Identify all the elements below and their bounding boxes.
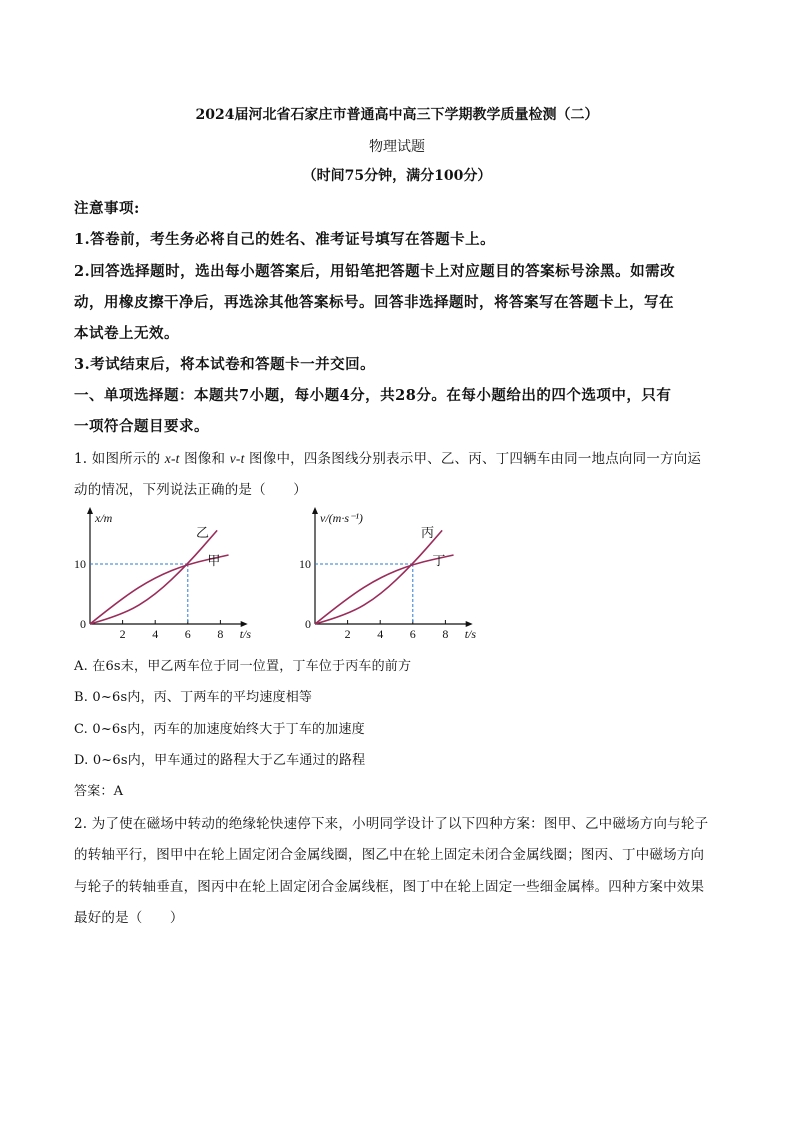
- series-label: 甲: [207, 553, 221, 569]
- x-axis-label: t/s: [464, 627, 477, 641]
- q2-stem-line-2: 的转轴平行，图甲中在轮上固定闭合金属线圈，图乙中在轮上固定未闭合金属线圈；图丙、丁中磁场方向: [74, 847, 705, 863]
- x-tick-label: 8: [217, 627, 224, 641]
- q2-stem-line-4: 最好的是（ ）: [74, 910, 184, 926]
- q2-stem-line-1: 2. 为了使在磁场中转动的绝缘轮快速停下来，小明同学设计了以下四种方案：图甲、乙中磁场方向与轮子: [74, 816, 709, 832]
- series-label: 丁: [432, 553, 446, 569]
- x-tick-label: 2: [344, 627, 351, 641]
- notes-item-2-line-2: 动，用橡皮擦干净后，再选涂其他答案标号。回答非选择题时，将答案写在答题卡上，写在: [74, 294, 674, 311]
- y-axis-label: v/(m·s⁻¹): [320, 511, 363, 525]
- y-tick-label: 10: [74, 557, 86, 571]
- series-line-1: [90, 530, 217, 624]
- time-info: （时间75分钟，满分100分）: [302, 168, 492, 184]
- y-axis-arrow: [312, 507, 318, 514]
- q1-vt-label: v-t: [229, 451, 245, 466]
- section-1-line-2: 一项符合题目要求。: [74, 418, 209, 435]
- q1-mid: 图像和: [179, 451, 230, 467]
- notes-item-1: 1.答卷前，考生务必将自己的姓名、准考证号填写在答题卡上。: [74, 231, 496, 248]
- notes-item-2-line-1: 2.回答选择题时，选出每小题答案后，用铅笔把答题卡上对应题目的答案标号涂黑。如需改: [74, 263, 676, 280]
- q1-xt-label: x-t: [164, 451, 180, 466]
- notes-item-3: 3.考试结束后，将本试卷和答题卡一并交回。: [74, 356, 376, 373]
- series-label: 乙: [195, 525, 209, 540]
- y-axis-label: x/m: [95, 511, 113, 525]
- q1-option-c: C. 0~6s内，丙车的加速度始终大于丁车的加速度: [74, 722, 365, 737]
- q1-prefix: 1. 如图所示的: [74, 451, 165, 467]
- x-tick-label: 8: [442, 627, 449, 641]
- xt-graph: [70, 505, 270, 645]
- subject-title: 物理试题: [369, 139, 425, 155]
- exam-title: 2024届河北省石家庄市普通高中高三下学期教学质量检测（二）: [195, 107, 599, 123]
- x-tick-label: 4: [377, 627, 384, 641]
- series-line-2: [315, 530, 442, 624]
- y-tick-label: 10: [299, 557, 311, 571]
- x-tick-label: 4: [152, 627, 159, 641]
- notes-heading: 注意事项:: [74, 200, 140, 217]
- q1-option-b: B. 0~6s内，丙、丁两车的平均速度相等: [74, 690, 313, 705]
- q1-answer: 答案：A: [74, 784, 124, 799]
- x-axis-label: t/s: [239, 627, 252, 641]
- y-axis-arrow: [87, 507, 93, 514]
- origin-label: 0: [305, 617, 311, 631]
- notes-item-2-line-3: 本试卷上无效。: [74, 325, 179, 342]
- origin-label: 0: [80, 617, 86, 631]
- x-tick-label: 2: [119, 627, 126, 641]
- q1-stem-line-1: [74, 447, 734, 467]
- x-tick-label: 6: [409, 627, 416, 641]
- q1-stem-line-2: 动的情况，下列说法正确的是（ ）: [74, 482, 307, 498]
- series-label: 丙: [420, 525, 434, 540]
- q1-option-d: D. 0~6s内，甲车通过的路程大于乙车通过的路程: [74, 753, 366, 768]
- q1-option-a: A. 在6s末，甲乙两车位于同一位置，丁车位于丙车的前方: [74, 659, 412, 674]
- q1-suffix: 图像中，四条图线分别表示甲、乙、丙、丁四辆车由同一地点向同一方向运: [244, 451, 702, 467]
- vt-graph: [295, 505, 495, 645]
- x-tick-label: 6: [184, 627, 191, 641]
- q2-stem-line-3: 与轮子的转轴垂直，图丙中在轮上固定闭合金属线框，图丁中在轮上固定一些细金属棒。四种方案中效果: [74, 879, 705, 895]
- section-1-line-1: 一、单项选择题：本题共7小题，每小题4分，共28分。在每小题给出的四个选项中，只有: [74, 387, 672, 404]
